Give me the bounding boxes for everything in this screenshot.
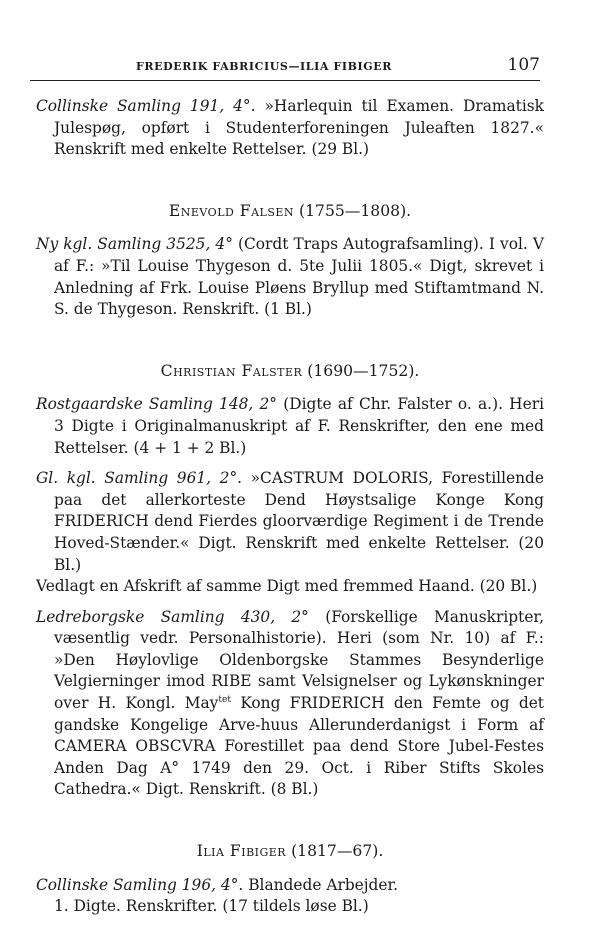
list-item: 1. Digte. Renskrifter. (17 tildels løse Bl.) [54,897,369,916]
entry-text: (Digte af Chr. Falster o. a.). Heri 3 Digte i Originalmanuskript af F. Renskrifter, den ene med Rettelser. (4 + 1 + 2 Bl.) [54,395,544,457]
entry-source: Collinske Samling 196, 4°. [36,875,244,894]
page-number: 107 [507,55,540,75]
catalog-entry [36,96,544,161]
author-dates: (1755—1808). [299,201,412,220]
entry-text: (Cordt Traps Autografsamling). I vol. V af F.: »Til Louise Thygeson d. 5te Julii 1805.« Digt, skrevet i Anledning af Frk. Louise Pløens Bryllup med Stiftamtmand N. S. de Thygeson. Renskrift. (1 Bl.) [54,235,544,319]
running-title: FREDERIK FABRICIUS—ILIA FIBIGER [136,60,392,73]
catalog-entry [36,234,544,320]
entry-text: »Harlequin til Examen. Dramatisk Julespøg, opført i Studenterforeningen Juleaften 1827.« Renskrift med enkelte Rettelser. (29 Bl.) [54,97,544,159]
author-dates: (1817—67). [291,842,384,861]
page-header [36,52,540,78]
section-heading [36,201,544,223]
entry-text: (Forskellige Manuskripter, væsentlig vedr. Personalhistorie). Heri (som Nr. 10) af F.: »Den Høylovlige Oldenborgske Stammes Besynderlige Velgierninger imod RIBE samt Velsignelser og Lykønskninger over H. Kongl. May [54,607,544,713]
entry-source: Gl. kgl. Samling 961, 2°. [36,469,243,488]
section-heading [36,841,544,863]
entry-text-continued: Kong FRIDERICH den Femte og det gandske Kongelige Arve-huus Allerunderdanigst i Form af CAMERA OBSCVRA Forestillet paa dend Store Jubel-Festes Anden Dag A° 1749 den 29. Oct. i Riber Stifts Skoles Cathedra.« Digt. Renskrift. (8 Bl.) [54,694,544,799]
catalog-entry [36,468,544,598]
header-rule [30,80,540,81]
section-heading [36,361,544,383]
author-dates: (1690—1752). [307,361,420,380]
author-name: Enevold Falsen [168,201,295,220]
page-content [36,96,544,918]
entry-text: »CASTRUM DOLORIS, Forestillende paa det allerkorteste Dend Høystsalige Konge Kong FRIDERICH dend Fierdes gloorværdige Regiment i de Trende Hoved-Stænder.« Digt. Renskrift med enkelte Rettelser. (20 Bl.) [54,469,544,574]
entry-source: Ny kgl. Samling 3525, 4° [36,235,233,254]
catalog-entry [36,394,544,459]
entry-source: Ledreborgske Samling 430, 2° [36,607,309,626]
entry-note: Vedlagt en Afskrift af samme Digt med fremmed Haand. (20 Bl.) [36,577,538,596]
author-name: Christian Falster [160,361,303,380]
catalog-entry [36,607,544,801]
entry-source: Collinske Samling 191, 4°. [36,97,256,115]
catalog-entry [36,875,544,897]
superscript: tet [218,694,231,705]
entry-text: Blandede Arbejder. [248,875,399,894]
entry-source: Rostgaardske Samling 148, 2° [36,395,278,414]
author-name: Ilia Fibiger [196,842,287,861]
